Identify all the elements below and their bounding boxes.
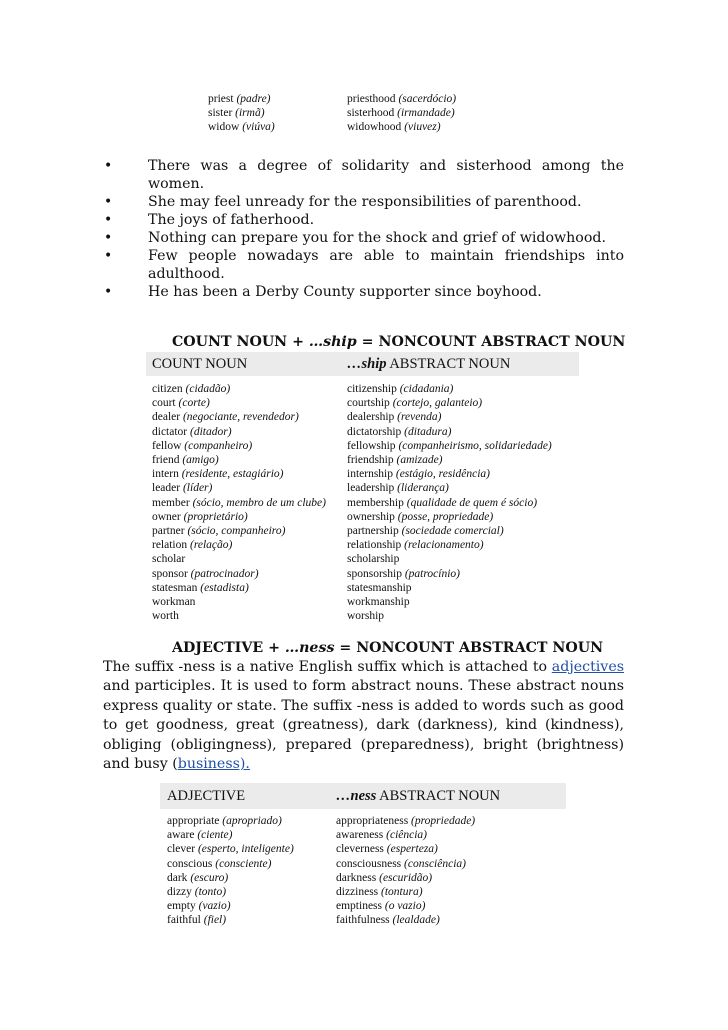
- word-row: [152, 581, 326, 595]
- ness-table-left-col: [167, 814, 294, 928]
- list-item: • He has been a Derby County supporter since boyhood.: [126, 283, 624, 301]
- business-link[interactable]: business).: [177, 756, 250, 773]
- word-row: [167, 857, 294, 871]
- translation: (residente, estagiário): [181, 468, 284, 481]
- translation: (consciente): [215, 857, 272, 870]
- translation: (esperto, inteligente): [197, 843, 294, 856]
- translation: (patrocínio): [404, 567, 460, 580]
- word-row: [152, 567, 326, 581]
- ship-table-right-col: [347, 382, 552, 623]
- top-table-right-col: [347, 92, 456, 135]
- word: dark: [167, 871, 188, 884]
- translation: (corte): [178, 397, 210, 410]
- word-row: [336, 842, 475, 856]
- translation: (cidadão): [185, 383, 231, 395]
- word: faithfulness: [336, 914, 390, 927]
- word-row: [347, 439, 552, 453]
- word-row: [167, 871, 294, 885]
- word-row: [347, 581, 552, 595]
- word: workman: [152, 596, 196, 609]
- ship-col1-header: COUNT NOUN: [152, 355, 248, 372]
- word-row: [167, 814, 294, 828]
- word-row: [347, 552, 552, 566]
- word: court: [152, 397, 176, 410]
- word: partner: [152, 525, 185, 538]
- word: statesman: [152, 581, 198, 594]
- translation: (o vazio): [384, 900, 426, 913]
- translation: (tonto): [194, 886, 227, 899]
- translation: (padre): [236, 93, 271, 105]
- list-item: • Nothing can prepare you for the shock and grief of widowhood.: [126, 229, 624, 247]
- word: dizzy: [167, 886, 192, 899]
- translation: (companheiro): [184, 439, 253, 452]
- translation: (amigo): [182, 454, 219, 467]
- translation: (sócio, companheiro): [187, 525, 286, 538]
- translation: (esperteza): [386, 843, 438, 856]
- word: membership: [347, 496, 404, 509]
- translation: (escuro): [190, 871, 229, 884]
- word-row: [152, 410, 326, 424]
- translation: (negociante, revendedor): [182, 411, 299, 424]
- translation: (estadista): [200, 581, 249, 594]
- translation: (cortejo, galanteio): [392, 397, 483, 410]
- word-row: [336, 885, 475, 899]
- word-row: [152, 524, 326, 538]
- translation: (sócio, membro de um clube): [192, 496, 326, 509]
- word: relation: [152, 539, 188, 552]
- translation: (sacerdócio): [398, 93, 457, 105]
- word: friendship: [347, 454, 394, 467]
- word: sisterhood: [347, 107, 395, 120]
- word-row: [347, 510, 552, 524]
- word: awareness: [336, 829, 384, 842]
- translation: (revenda): [397, 411, 442, 424]
- translation: (viúva): [242, 121, 275, 134]
- word: dizziness: [336, 886, 379, 899]
- word-row: [167, 885, 294, 899]
- word-row: [152, 609, 326, 623]
- word-row: [336, 814, 475, 828]
- word-row: [347, 481, 552, 495]
- word: appropriateness: [336, 815, 409, 827]
- word-row: [347, 538, 552, 552]
- translation: (vazio): [198, 900, 231, 913]
- translation: (fiel): [203, 914, 227, 927]
- word: dictatorship: [347, 425, 402, 438]
- translation: (ciente): [197, 829, 233, 842]
- example-list: [126, 157, 624, 301]
- word-row: [208, 106, 275, 120]
- word: internship: [347, 468, 393, 481]
- word: intern: [152, 468, 179, 481]
- translation: (apropriado): [222, 815, 282, 827]
- word: priest: [208, 93, 234, 105]
- word: conscious: [167, 857, 213, 870]
- translation: (tontura): [381, 886, 423, 899]
- word-row: [347, 92, 456, 106]
- ship-table-header: [146, 352, 579, 376]
- word-row: [336, 857, 475, 871]
- word: dictator: [152, 425, 188, 438]
- word-row: [208, 92, 275, 106]
- translation: (ciência): [386, 829, 428, 842]
- word: owner: [152, 510, 181, 523]
- word-row: [347, 595, 552, 609]
- translation: (lealdade): [392, 914, 440, 927]
- word: relationship: [347, 539, 402, 552]
- translation: (proprietário): [183, 510, 248, 523]
- word-row: [152, 382, 326, 396]
- word: aware: [167, 829, 195, 842]
- translation: (ditador): [190, 425, 232, 438]
- translation: (companheirismo, solidariedade): [398, 439, 552, 452]
- word: priesthood: [347, 93, 396, 105]
- word-row: [152, 467, 326, 481]
- translation: (relação): [190, 539, 233, 552]
- word-row: [152, 481, 326, 495]
- word: worth: [152, 610, 179, 623]
- word: ownership: [347, 510, 395, 523]
- list-item: • She may feel unready for the responsibilities of parenthood.: [126, 193, 624, 211]
- word-row: [167, 913, 294, 927]
- ship-table-left-col: [152, 382, 326, 623]
- translation: (sociedade comercial): [401, 525, 504, 538]
- adjectives-link[interactable]: adjectives: [551, 659, 624, 675]
- ship-section-heading: COUNT NOUN + …ship = NONCOUNT ABSTRACT NOUN: [172, 334, 626, 350]
- list-item: • There was a degree of solidarity and sisterhood among the women.: [126, 157, 624, 193]
- word-row: [152, 538, 326, 552]
- word: worship: [347, 610, 385, 623]
- word: friend: [152, 454, 180, 467]
- translation: (qualidade de quem é sócio): [406, 496, 538, 509]
- translation: (escuridão): [379, 871, 433, 884]
- word: widow: [208, 121, 240, 134]
- ness-col1-header: ADJECTIVE: [167, 787, 246, 804]
- word: scholarship: [347, 553, 400, 566]
- word-row: [347, 524, 552, 538]
- ness-section-heading: ADJECTIVE + …ness = NONCOUNT ABSTRACT NOUN: [172, 640, 604, 656]
- word-row: [347, 425, 552, 439]
- word-row: [347, 106, 456, 120]
- word-row: [347, 496, 552, 510]
- word: consciousness: [336, 857, 402, 870]
- translation: (viuvez): [404, 121, 441, 134]
- word: empty: [167, 900, 196, 913]
- word: courtship: [347, 397, 390, 410]
- translation: (irmã): [235, 107, 265, 120]
- ness-table-right-col: [336, 814, 475, 928]
- word: statesmanship: [347, 581, 412, 594]
- word-row: [347, 382, 552, 396]
- word-row: [336, 828, 475, 842]
- word: scholar: [152, 553, 186, 566]
- translation: (relacionamento): [404, 539, 484, 552]
- word-row: [152, 496, 326, 510]
- word: fellow: [152, 439, 182, 452]
- word-row: [347, 120, 456, 134]
- word-row: [347, 396, 552, 410]
- translation: (amizade): [396, 454, 443, 467]
- word-row: [336, 871, 475, 885]
- word: citizenship: [347, 383, 397, 395]
- word: dealer: [152, 411, 181, 424]
- word-row: [347, 410, 552, 424]
- word-row: [167, 842, 294, 856]
- word-row: [336, 899, 475, 913]
- translation: (cidadania): [399, 383, 454, 395]
- word: partnership: [347, 525, 399, 538]
- word-row: [347, 567, 552, 581]
- word-row: [208, 120, 275, 134]
- word-row: [152, 396, 326, 410]
- list-item: • Few people nowadays are able to maintain friendships into adulthood.: [126, 247, 624, 283]
- word-row: [167, 828, 294, 842]
- translation: (posse, propriedade): [397, 510, 494, 523]
- translation: (consciência): [404, 857, 466, 870]
- translation: (líder): [182, 482, 213, 495]
- word: faithful: [167, 914, 201, 927]
- ship-col2-header: …ship ABSTRACT NOUN: [347, 355, 511, 372]
- word-row: [347, 609, 552, 623]
- word-row: [347, 453, 552, 467]
- word-row: [152, 439, 326, 453]
- word: leader: [152, 482, 181, 495]
- word: workmanship: [347, 596, 410, 609]
- top-table-left-col: [208, 92, 275, 135]
- word: darkness: [336, 871, 377, 884]
- word: emptiness: [336, 900, 382, 913]
- ness-col2-header: …ness ABSTRACT NOUN: [336, 787, 501, 804]
- word-row: [347, 467, 552, 481]
- ness-table-header: [160, 783, 566, 809]
- word-row: [167, 899, 294, 913]
- translation: (propriedade): [411, 815, 476, 827]
- word-row: [336, 913, 475, 927]
- word-row: [152, 595, 326, 609]
- word: leadership: [347, 482, 395, 495]
- word-row: [152, 453, 326, 467]
- word: clever: [167, 843, 196, 856]
- translation: (patrocinador): [190, 567, 259, 580]
- word: widowhood: [347, 121, 402, 134]
- word-row: [152, 510, 326, 524]
- word: sister: [208, 107, 233, 120]
- translation: (irmandade): [397, 107, 455, 120]
- translation: (estágio, residência): [395, 468, 490, 481]
- word: member: [152, 496, 190, 509]
- word: sponsorship: [347, 567, 402, 580]
- word-row: [152, 552, 326, 566]
- translation: (liderança): [397, 482, 449, 495]
- word: sponsor: [152, 567, 188, 580]
- word: dealership: [347, 411, 395, 424]
- word: citizen: [152, 383, 183, 395]
- list-item: • The joys of fatherhood.: [126, 211, 624, 229]
- word: appropriate: [167, 815, 220, 827]
- ness-paragraph: The suffix -ness is a native English suffix which is attached to adjectives and participles. It is used to form abstract nouns. These abstract nouns express quality or state. The suffix -ness is added to words such as good to get goodness, great (greatness), dark (darkness), kind (kindness), obliging (obligingness), prepared (preparedness), bright (brightness) and busy (business).: [103, 659, 624, 773]
- translation: (ditadura): [404, 425, 452, 438]
- word: cleverness: [336, 843, 384, 856]
- word: fellowship: [347, 439, 396, 452]
- word-row: [152, 425, 326, 439]
